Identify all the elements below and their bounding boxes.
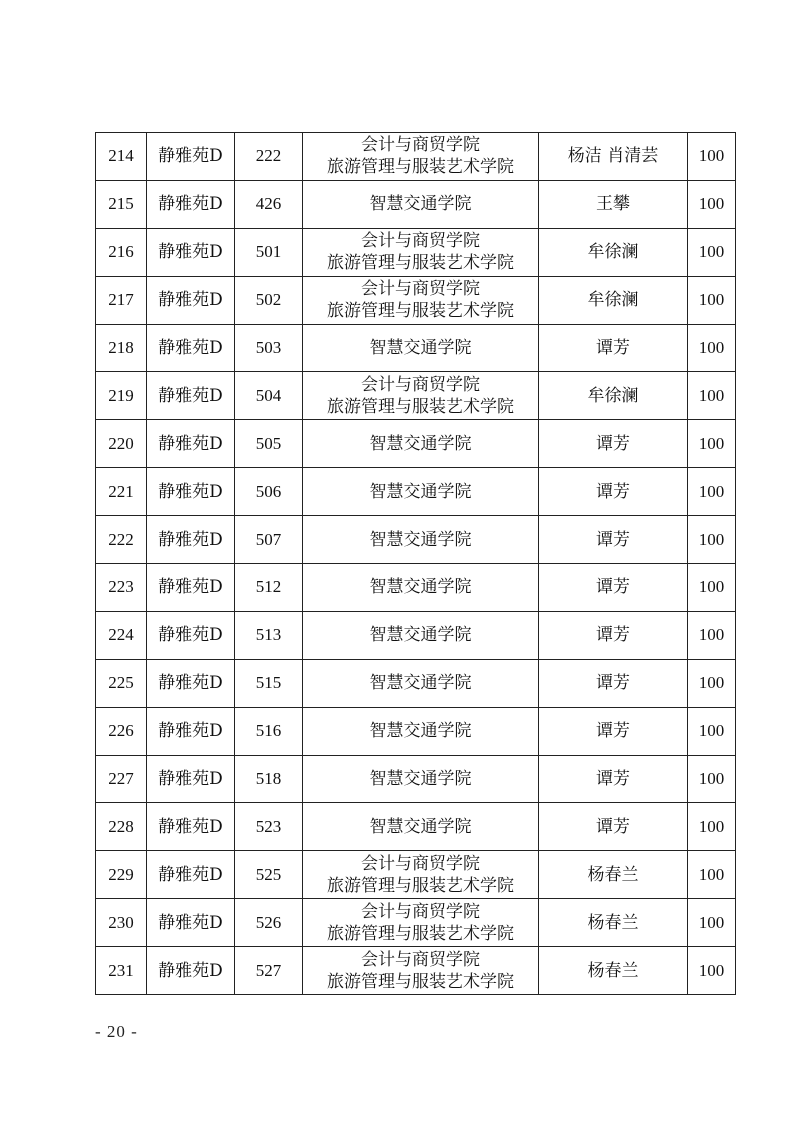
room-number-cell: 523 <box>235 803 303 851</box>
manager-cell: 王攀 <box>539 180 688 228</box>
college-name: 智慧交通学院 <box>369 433 472 454</box>
table-row <box>96 899 736 947</box>
manager-cell: 谭芳 <box>539 755 688 803</box>
room-number-cell: 526 <box>235 899 303 947</box>
college-cell <box>303 755 539 803</box>
college-name: 智慧交通学院 <box>369 338 472 358</box>
score-cell: 100 <box>688 755 736 803</box>
college-cell <box>303 899 539 947</box>
manager-cell: 牟徐澜 <box>539 276 688 324</box>
college-name: 智慧交通学院 <box>369 673 472 694</box>
row-number-cell: 215 <box>96 180 147 228</box>
score-cell: 100 <box>688 516 736 564</box>
score-cell: 100 <box>688 611 736 659</box>
table-row <box>96 755 736 803</box>
manager-cell: 杨春兰 <box>539 947 688 995</box>
college-cell <box>303 707 539 755</box>
college-name: 会计与商贸学院 <box>361 374 480 395</box>
building-cell: 静雅苑D <box>147 707 235 755</box>
score-cell: 100 <box>688 468 736 516</box>
row-number-cell: 221 <box>96 468 147 516</box>
college-name: 智慧交通学院 <box>369 769 472 790</box>
manager-cell: 牟徐澜 <box>539 228 688 276</box>
manager-cell: 谭芳 <box>539 324 688 372</box>
row-number-cell: 217 <box>96 276 147 324</box>
college-name: 智慧交通学院 <box>369 577 472 598</box>
manager-cell: 谭芳 <box>539 611 688 659</box>
table-row <box>96 707 736 755</box>
score-cell: 100 <box>688 324 736 372</box>
building-cell: 静雅苑D <box>147 372 235 420</box>
college-cell <box>303 659 539 707</box>
room-number-cell: 505 <box>235 420 303 468</box>
college-name: 会计与商贸学院 <box>361 135 480 156</box>
room-number-cell: 513 <box>235 611 303 659</box>
building-cell: 静雅苑D <box>147 564 235 612</box>
row-number-cell: 216 <box>96 228 147 276</box>
table-body <box>96 133 736 995</box>
table-row <box>96 564 736 612</box>
room-number-cell: 506 <box>235 468 303 516</box>
college-name: 旅游管理与服装艺术学院 <box>327 923 514 944</box>
table-row <box>96 180 736 228</box>
dormitory-score-table <box>95 132 736 995</box>
college-name: 智慧交通学院 <box>369 194 472 215</box>
row-number-cell: 228 <box>96 803 147 851</box>
college-name: 会计与商贸学院 <box>361 901 480 922</box>
building-cell: 静雅苑D <box>147 468 235 516</box>
room-number-cell: 512 <box>235 564 303 612</box>
college-name: 会计与商贸学院 <box>361 853 480 874</box>
college-cell <box>303 851 539 899</box>
table-row <box>96 276 736 324</box>
building-cell: 静雅苑D <box>147 420 235 468</box>
building-cell: 静雅苑D <box>147 851 235 899</box>
row-number-cell: 230 <box>96 899 147 947</box>
score-cell: 100 <box>688 707 736 755</box>
college-cell <box>303 180 539 228</box>
score-cell: 100 <box>688 133 736 181</box>
building-cell: 静雅苑D <box>147 133 235 181</box>
room-number-cell: 518 <box>235 755 303 803</box>
college-name: 旅游管理与服装艺术学院 <box>327 157 514 178</box>
college-name: 会计与商贸学院 <box>361 949 480 970</box>
building-cell: 静雅苑D <box>147 611 235 659</box>
table-row <box>96 659 736 707</box>
building-cell: 静雅苑D <box>147 228 235 276</box>
score-cell: 100 <box>688 803 736 851</box>
score-cell: 100 <box>688 180 736 228</box>
college-name: 旅游管理与服装艺术学院 <box>327 971 514 992</box>
college-cell <box>303 133 539 181</box>
building-cell: 静雅苑D <box>147 180 235 228</box>
college-cell <box>303 803 539 851</box>
score-cell: 100 <box>688 851 736 899</box>
table-row <box>96 420 736 468</box>
college-name: 智慧交通学院 <box>369 481 472 502</box>
building-cell: 静雅苑D <box>147 516 235 564</box>
row-number-cell: 225 <box>96 659 147 707</box>
room-number-cell: 504 <box>235 372 303 420</box>
row-number-cell: 229 <box>96 851 147 899</box>
row-number-cell: 218 <box>96 324 147 372</box>
college-cell <box>303 228 539 276</box>
score-cell: 100 <box>688 899 736 947</box>
college-name: 智慧交通学院 <box>369 529 472 550</box>
score-cell: 100 <box>688 659 736 707</box>
room-number-cell: 503 <box>235 324 303 372</box>
college-cell <box>303 947 539 995</box>
room-number-cell: 515 <box>235 659 303 707</box>
college-cell <box>303 516 539 564</box>
college-name: 旅游管理与服装艺术学院 <box>327 253 514 274</box>
row-number-cell: 227 <box>96 755 147 803</box>
row-number-cell: 231 <box>96 947 147 995</box>
college-cell <box>303 420 539 468</box>
manager-cell: 谭芳 <box>539 707 688 755</box>
manager-cell: 谭芳 <box>539 564 688 612</box>
room-number-cell: 426 <box>235 180 303 228</box>
row-number-cell: 219 <box>96 372 147 420</box>
room-number-cell: 222 <box>235 133 303 181</box>
room-number-cell: 527 <box>235 947 303 995</box>
row-number-cell: 226 <box>96 707 147 755</box>
row-number-cell: 223 <box>96 564 147 612</box>
table-row <box>96 468 736 516</box>
room-number-cell: 516 <box>235 707 303 755</box>
college-cell <box>303 611 539 659</box>
table-row <box>96 851 736 899</box>
college-name: 会计与商贸学院 <box>361 279 480 300</box>
college-name: 智慧交通学院 <box>369 625 472 646</box>
row-number-cell: 220 <box>96 420 147 468</box>
score-cell: 100 <box>688 276 736 324</box>
page-number: - 20 - <box>95 1022 138 1041</box>
manager-cell: 谭芳 <box>539 468 688 516</box>
room-number-cell: 502 <box>235 276 303 324</box>
table-row <box>96 516 736 564</box>
manager-cell: 杨春兰 <box>539 851 688 899</box>
table-row <box>96 803 736 851</box>
table-row <box>96 324 736 372</box>
score-cell: 100 <box>688 564 736 612</box>
college-cell <box>303 324 539 372</box>
table-row <box>96 947 736 995</box>
table-row <box>96 228 736 276</box>
college-cell <box>303 468 539 516</box>
building-cell: 静雅苑D <box>147 755 235 803</box>
manager-cell: 牟徐澜 <box>539 372 688 420</box>
row-number-cell: 222 <box>96 516 147 564</box>
building-cell: 静雅苑D <box>147 899 235 947</box>
building-cell: 静雅苑D <box>147 803 235 851</box>
college-name: 会计与商贸学院 <box>361 231 480 252</box>
manager-cell: 谭芳 <box>539 659 688 707</box>
building-cell: 静雅苑D <box>147 659 235 707</box>
college-name: 旅游管理与服装艺术学院 <box>327 301 514 322</box>
college-name: 旅游管理与服装艺术学院 <box>327 396 514 417</box>
table-row <box>96 611 736 659</box>
college-name: 旅游管理与服装艺术学院 <box>327 875 514 896</box>
college-cell <box>303 276 539 324</box>
score-cell: 100 <box>688 947 736 995</box>
score-cell: 100 <box>688 420 736 468</box>
room-number-cell: 525 <box>235 851 303 899</box>
row-number-cell: 224 <box>96 611 147 659</box>
row-number-cell: 214 <box>96 133 147 181</box>
table-row <box>96 133 736 181</box>
building-cell: 静雅苑D <box>147 324 235 372</box>
room-number-cell: 507 <box>235 516 303 564</box>
manager-cell: 谭芳 <box>539 516 688 564</box>
building-cell: 静雅苑D <box>147 276 235 324</box>
manager-cell: 杨洁 肖清芸 <box>539 133 688 181</box>
manager-cell: 谭芳 <box>539 803 688 851</box>
score-cell: 100 <box>688 228 736 276</box>
score-cell: 100 <box>688 372 736 420</box>
college-cell <box>303 372 539 420</box>
room-number-cell: 501 <box>235 228 303 276</box>
manager-cell: 杨春兰 <box>539 899 688 947</box>
building-cell: 静雅苑D <box>147 947 235 995</box>
college-cell <box>303 564 539 612</box>
table-row <box>96 372 736 420</box>
college-name: 智慧交通学院 <box>369 721 472 742</box>
college-name: 智慧交通学院 <box>369 816 472 837</box>
manager-cell: 谭芳 <box>539 420 688 468</box>
